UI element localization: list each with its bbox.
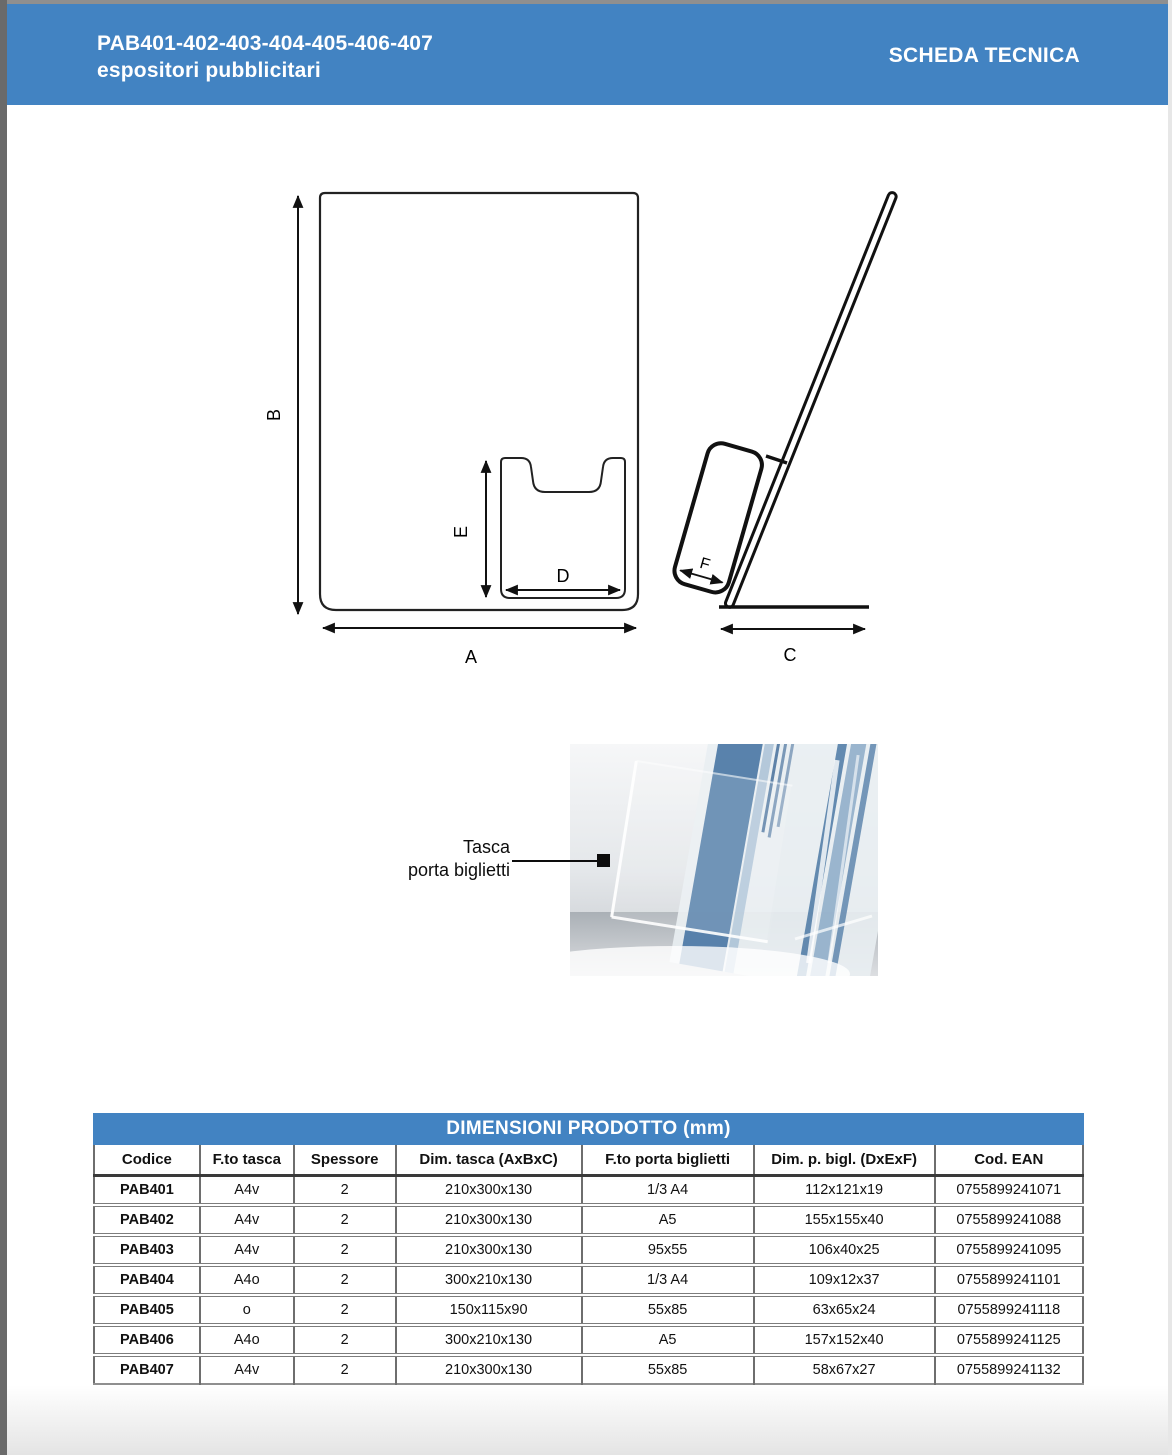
cell: A4v	[200, 1176, 294, 1206]
cell: 0755899241125	[935, 1325, 1083, 1355]
table-row	[94, 1176, 1083, 1206]
cell: 55x85	[582, 1295, 754, 1325]
side-view-pocket	[671, 440, 765, 596]
caption-marker	[597, 854, 610, 867]
cell: A4o	[200, 1325, 294, 1355]
viewer-left-edge	[0, 0, 7, 1455]
cell: 1/3 A4	[582, 1265, 754, 1295]
cell: o	[200, 1295, 294, 1325]
photo-caption-line2: porta biglietti	[407, 860, 510, 880]
column-header: F.to tasca	[200, 1145, 294, 1176]
column-header: Codice	[94, 1145, 200, 1176]
side-view-panel	[724, 191, 897, 608]
doc-title	[97, 30, 433, 84]
cell: A4v	[200, 1355, 294, 1384]
table-row	[94, 1355, 1083, 1384]
dim-label-d: D	[556, 566, 570, 586]
doc-title-line1: PAB401-402-403-404-405-406-407	[97, 32, 434, 55]
cell: PAB404	[120, 1272, 174, 1288]
cell: PAB402	[120, 1212, 174, 1228]
cell: PAB403	[120, 1242, 174, 1258]
cell: 300x210x130	[396, 1265, 582, 1295]
cell: 0755899241132	[935, 1355, 1083, 1384]
dim-label-f: F	[697, 554, 712, 574]
cell: A4v	[200, 1205, 294, 1235]
dim-label-a: A	[464, 647, 478, 667]
cell: 63x65x24	[754, 1295, 935, 1325]
cell: 210x300x130	[396, 1235, 582, 1265]
cell: 2	[294, 1325, 396, 1355]
column-header: F.to porta biglietti	[582, 1145, 754, 1176]
photo-caption-line1: Tasca	[462, 837, 510, 857]
table-row	[94, 1205, 1083, 1235]
photo-caption	[350, 836, 510, 882]
cell: 210x300x130	[396, 1205, 582, 1235]
cell: 2	[294, 1235, 396, 1265]
cell: 0755899241118	[935, 1295, 1083, 1325]
table-header-row	[94, 1145, 1083, 1176]
dim-label-e: E	[451, 525, 471, 539]
table-row	[94, 1265, 1083, 1295]
cell: A5	[582, 1205, 754, 1235]
cell: 0755899241088	[935, 1205, 1083, 1235]
cell: 58x67x27	[754, 1355, 935, 1384]
cell: 210x300x130	[396, 1355, 582, 1384]
caption-connector-line	[512, 860, 599, 862]
photo-acrylic-pocket	[612, 761, 793, 942]
cell: 106x40x25	[754, 1235, 935, 1265]
cell: 2	[294, 1265, 396, 1295]
cell: 300x210x130	[396, 1325, 582, 1355]
cell: A4v	[200, 1235, 294, 1265]
table-row	[94, 1235, 1083, 1265]
cell: A4o	[200, 1265, 294, 1295]
cell: 0755899241101	[935, 1265, 1083, 1295]
cell: PAB401	[120, 1182, 174, 1198]
cell: PAB405	[120, 1302, 174, 1318]
cell: 2	[294, 1176, 396, 1206]
cell: 0755899241071	[935, 1176, 1083, 1206]
dimension-diagram	[250, 170, 950, 680]
viewer-right-edge	[1168, 0, 1172, 1455]
table-title: DIMENSIONI PRODOTTO (mm)	[93, 1113, 1084, 1145]
column-header: Cod. EAN	[935, 1145, 1083, 1176]
cell: 55x85	[582, 1355, 754, 1384]
cell: 2	[294, 1355, 396, 1384]
cell: 150x115x90	[396, 1295, 582, 1325]
table-body	[94, 1176, 1083, 1385]
cell: PAB406	[120, 1332, 174, 1348]
table-row	[94, 1295, 1083, 1325]
cell: 95x55	[582, 1235, 754, 1265]
cell: 1/3 A4	[582, 1176, 754, 1206]
column-header: Spessore	[294, 1145, 396, 1176]
product-dimensions-table	[93, 1113, 1084, 1385]
cell: 112x121x19	[754, 1176, 935, 1206]
cell: 0755899241095	[935, 1235, 1083, 1265]
product-photo	[570, 744, 878, 976]
cell: 2	[294, 1295, 396, 1325]
cell: 109x12x37	[754, 1265, 935, 1295]
column-header: Dim. p. bigl. (DxExF)	[754, 1145, 935, 1176]
header-bar	[7, 4, 1168, 105]
column-header: Dim. tasca (AxBxC)	[396, 1145, 582, 1176]
dim-label-c: C	[783, 645, 797, 665]
cell: A5	[582, 1325, 754, 1355]
sheet-type-label: SCHEDA TECNICA	[888, 44, 1080, 67]
table-row	[94, 1325, 1083, 1355]
cell: PAB407	[120, 1362, 174, 1378]
cell: 155x155x40	[754, 1205, 935, 1235]
cell: 210x300x130	[396, 1176, 582, 1206]
dim-label-b: B	[264, 408, 284, 422]
page-bottom-shade	[7, 1385, 1168, 1455]
cell: 157x152x40	[754, 1325, 935, 1355]
doc-title-line2: espositori pubblicitari	[97, 59, 321, 82]
cell: 2	[294, 1205, 396, 1235]
